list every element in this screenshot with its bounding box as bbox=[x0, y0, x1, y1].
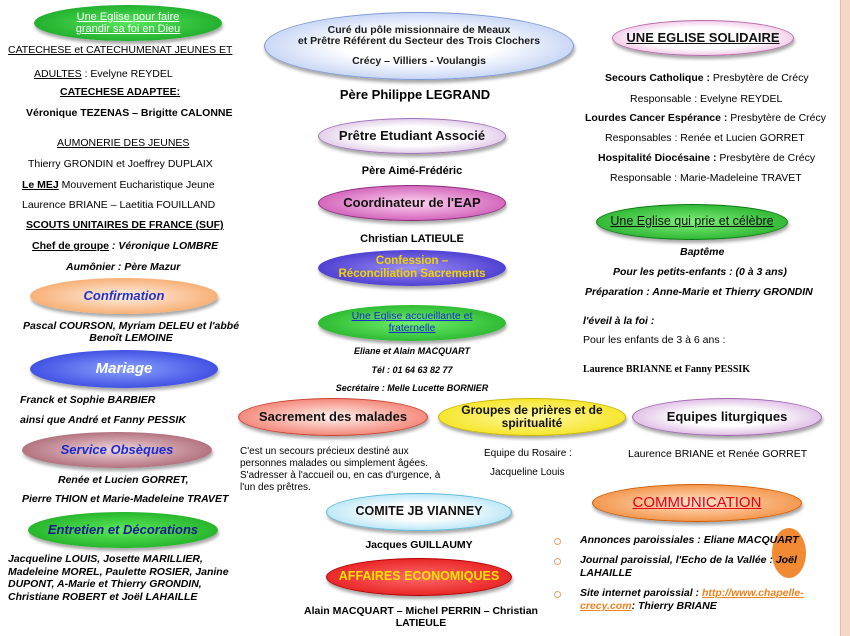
catechese-heading: CATECHESE et CATECHUMENAT JEUNES ET bbox=[8, 44, 233, 56]
journal: Journal paroissial, l'Echo de la Vallée : Joël LAHAILLE bbox=[580, 554, 797, 579]
bullet-annonces bbox=[554, 538, 561, 545]
site-link[interactable]: http://www.chapelle-crecy.com bbox=[580, 587, 804, 612]
bapteme: Baptême bbox=[680, 246, 725, 258]
mariage-names-2: ainsi que André et Fanny PESSIK bbox=[20, 414, 186, 426]
liturgiques-label: Equipes liturgiques bbox=[666, 408, 788, 424]
oval-accueillante bbox=[318, 305, 506, 341]
aumonerie-names: Thierry GRONDIN et Joeffrey DUPLAIX bbox=[28, 158, 213, 170]
chef-name: : Véronique LOMBRE bbox=[109, 240, 219, 252]
mariage-label: Mariage bbox=[95, 359, 153, 377]
confirmation-names: Pascal COURSON, Myriam DELEU et l'abbé Benoît LEMOINE bbox=[22, 320, 240, 345]
prie-label: Une Eglise qui prie et célèbre bbox=[610, 214, 774, 229]
oval-obseques bbox=[22, 432, 212, 468]
oval-liturgiques bbox=[632, 398, 822, 436]
mej-label: Le MEJ bbox=[22, 179, 59, 191]
oval-confirmation bbox=[30, 278, 218, 314]
oval-confession bbox=[318, 250, 506, 286]
confirmation-label: Confirmation bbox=[83, 287, 165, 303]
oval-entretien bbox=[28, 512, 218, 548]
pretre-etudiant-label: Prêtre Etudiant Associé bbox=[338, 127, 486, 143]
secretaire: Secrétaire : Melle Lucette BORNIER bbox=[335, 383, 489, 393]
page-border bbox=[840, 0, 850, 636]
cure-line-2: et Prêtre Référent du Secteur des Trois Clochers bbox=[297, 35, 541, 48]
coordinateur-name: Christian LATIEULE bbox=[360, 233, 464, 245]
adultes-label: ADULTES bbox=[34, 68, 82, 80]
eveil-names: Laurence BRIANNE et Fanny PESSIK bbox=[583, 364, 751, 375]
hospitalite-line bbox=[598, 152, 815, 165]
secours-line bbox=[605, 72, 809, 85]
groupes-label: Groupes de prières et de spiritualité bbox=[461, 402, 603, 430]
site-line bbox=[580, 587, 815, 612]
cure-name: Père Philippe LEGRAND bbox=[339, 87, 491, 102]
oval-cure bbox=[264, 12, 574, 80]
comite-label: COMITE JB VIANNEY bbox=[355, 504, 483, 519]
oval-eglise-grandir bbox=[34, 5, 222, 41]
lourdes-place: Presbytère de Crécy bbox=[727, 112, 827, 124]
site-label: Site internet paroissial : bbox=[580, 587, 702, 599]
entretien-label: Entretien et Décorations bbox=[47, 521, 199, 537]
oval-mariage bbox=[30, 350, 218, 388]
oval-groupes bbox=[438, 398, 626, 436]
hospitalite-resp: Responsable : Marie-Madeleine TRAVET bbox=[610, 172, 802, 184]
oval-comite bbox=[326, 493, 512, 531]
bullet-site bbox=[554, 591, 561, 598]
oval-coordinateur bbox=[318, 185, 506, 221]
eveil: l'éveil à la foi : bbox=[583, 315, 655, 327]
malades-label: Sacrement des malades bbox=[258, 408, 408, 424]
accueil-tel: Tél : 01 64 63 82 77 bbox=[371, 365, 453, 375]
rosaire-name: Jacqueline Louis bbox=[490, 467, 565, 478]
accueil-names: Eliane et Alain MACQUART bbox=[353, 346, 470, 356]
solidaire-label: UNE EGLISE SOLIDAIRE bbox=[626, 29, 780, 45]
affaires-names: Alain MACQUART – Michel PERRIN – Christian LATIEULE bbox=[304, 605, 538, 630]
aumonier-line: Aumônier : Père Mazur bbox=[66, 261, 181, 273]
coordinateur-label: Coordinateur de l'EAP bbox=[343, 194, 481, 210]
affaires-label: AFFAIRES ECONOMIQUES bbox=[338, 569, 500, 584]
mej-line bbox=[22, 179, 215, 192]
bullet-journal bbox=[554, 558, 561, 565]
annonces: Annonces paroissiales : Eliane MACQUART bbox=[580, 534, 799, 546]
chef-label: Chef de groupe bbox=[32, 240, 110, 252]
accueillante-label: Une Eglise accueillante et fraternelle bbox=[351, 310, 473, 334]
secours-resp: Responsable : Evelyne REYDEL bbox=[630, 93, 783, 105]
pretre-name: Père Aimé-Frédéric bbox=[361, 165, 463, 177]
adultes-name: : Evelyne REYDEL bbox=[81, 68, 173, 80]
hospitalite-label: Hospitalité Diocésaine : bbox=[598, 152, 717, 164]
catechese-adaptee: CATECHESE ADAPTEE: bbox=[60, 86, 181, 98]
eveil-age: Pour les enfants de 3 à 6 ans : bbox=[583, 334, 726, 346]
aumonerie-heading: AUMONERIE DES JEUNES bbox=[57, 137, 190, 149]
cure-line-1: Curé du pôle missionnaire de Meaux bbox=[327, 23, 511, 36]
secours-label: Secours Catholique : bbox=[605, 72, 711, 84]
mej-names: Laurence BRIANE – Laetitia FOUILLAND bbox=[22, 199, 216, 211]
confession-label: Confession – Réconciliation Sacrements bbox=[338, 255, 486, 280]
cure-line-3: Crécy – Villiers - Voulangis bbox=[352, 54, 486, 67]
malades-text: C'est un secours précieux destiné aux personnes malades ou simplement âgées. S'adresser à l'accueil ou, en cas d'urgence, à l'un des prêtres. bbox=[240, 446, 441, 493]
lourdes-line bbox=[585, 112, 826, 125]
petits-enfants: Pour les petits-enfants : (0 à 3 ans) bbox=[613, 266, 787, 278]
entretien-names: Jacqueline LOUIS, Josette MARILLIER, Madeleine MOREL, Paulette ROSIER, Janine DUPONT, A-Marie et Thierry GRONDIN, Christiane ROBERT et Joël LAHAILLE bbox=[8, 553, 229, 603]
hospitalite-place: Presbytère de Crécy bbox=[716, 152, 816, 164]
obseques-label: Service Obsèques bbox=[60, 441, 174, 457]
oval-eglise-grandir-label: Une Eglise pour faire grandir sa foi en Dieu bbox=[75, 10, 181, 35]
scouts-heading: SCOUTS UNITAIRES DE FRANCE (SUF) bbox=[26, 219, 224, 231]
chef-line bbox=[32, 240, 218, 253]
site-name: : Thierry BRIANE bbox=[631, 599, 717, 612]
lourdes-label: Lourdes Cancer Espérance : bbox=[585, 112, 728, 124]
obseques-names-1: Renée et Lucien GORRET, bbox=[58, 474, 189, 486]
mariage-names-1: Franck et Sophie BARBIER bbox=[20, 394, 156, 406]
communication-label: COMMUNICATION bbox=[632, 493, 762, 511]
obseques-names-2: Pierre THION et Marie-Madeleine TRAVET bbox=[22, 493, 229, 505]
oval-solidaire bbox=[612, 20, 794, 56]
secours-place: Presbytère de Crécy bbox=[710, 72, 809, 84]
comite-name: Jacques GUILLAUMY bbox=[365, 539, 473, 551]
preparation: Préparation : Anne-Marie et Thierry GRONDIN bbox=[585, 286, 813, 298]
mej-text: Mouvement Eucharistique Jeune bbox=[58, 179, 215, 191]
oval-pretre-etudiant bbox=[318, 118, 506, 154]
lourdes-resp: Responsables : Renée et Lucien GORRET bbox=[605, 132, 805, 144]
oval-malades bbox=[238, 398, 428, 436]
oval-communication bbox=[592, 484, 802, 522]
oval-prie bbox=[596, 204, 788, 240]
adultes-line bbox=[34, 68, 173, 81]
rosaire-label: Equipe du Rosaire : bbox=[484, 448, 572, 459]
liturgiques-names: Laurence BRIANE et Renée GORRET bbox=[628, 448, 808, 460]
oval-affaires bbox=[326, 558, 512, 596]
adaptee-names: Véronique TEZENAS – Brigitte CALONNE bbox=[26, 107, 233, 119]
